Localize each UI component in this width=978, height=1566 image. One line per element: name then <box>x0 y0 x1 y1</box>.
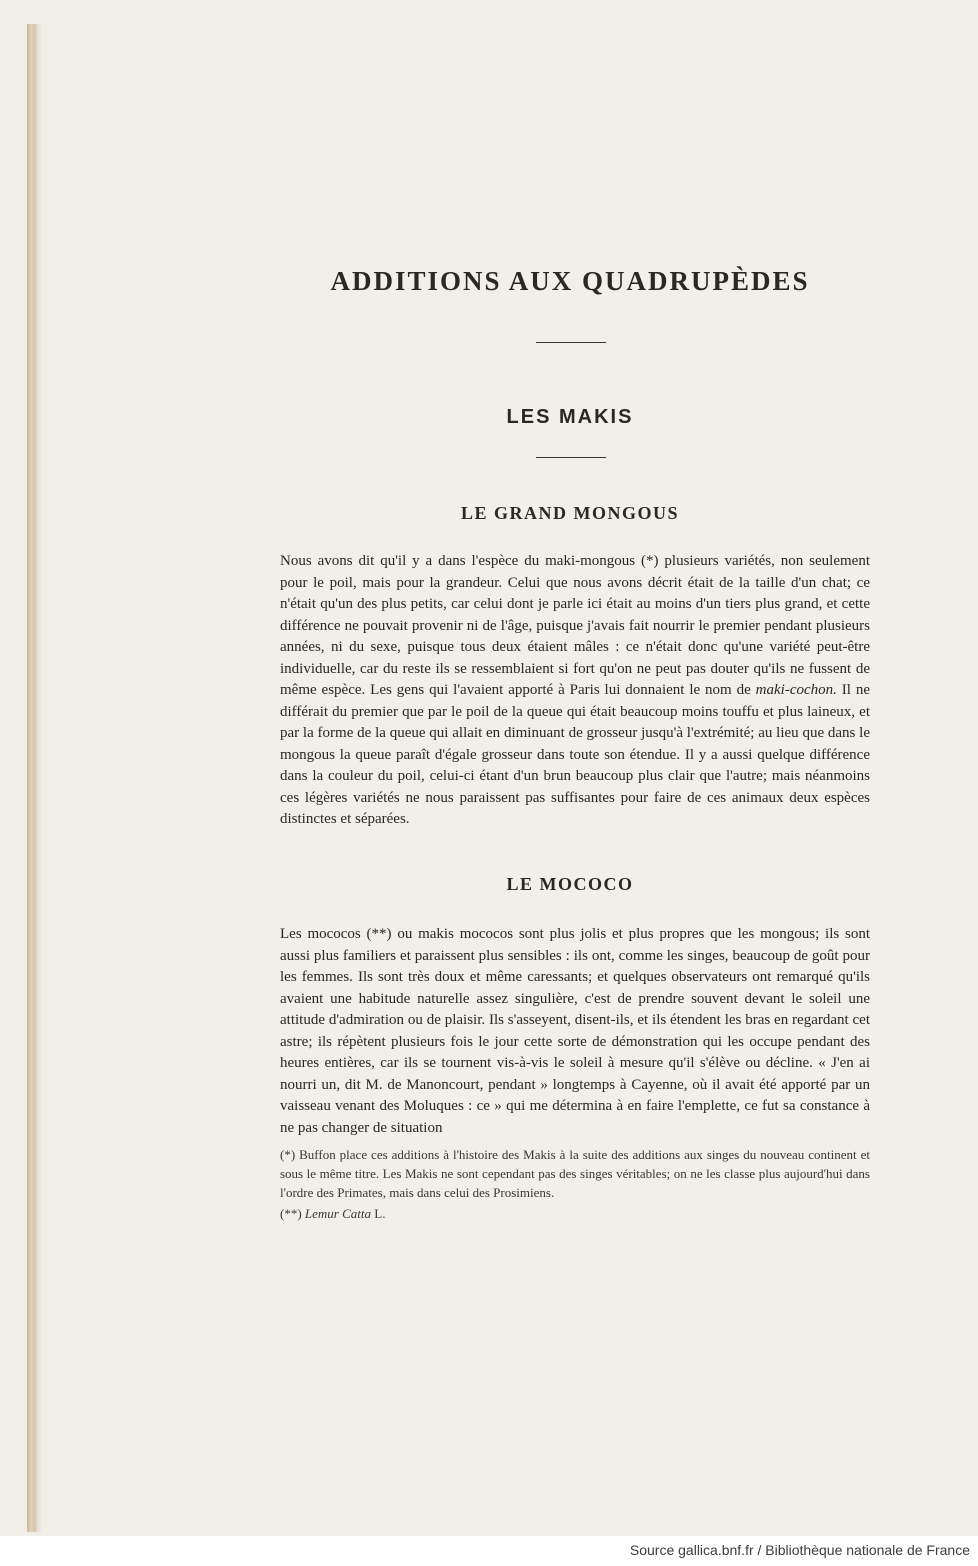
footnotes <box>280 1145 870 1223</box>
footnote-marker: (**) <box>280 1206 305 1221</box>
section-title: LES MAKIS <box>506 406 634 428</box>
footnote-species-name: Lemur Catta <box>304 1206 372 1221</box>
subsection-title-grand-mongous: LE GRAND MONGOUS <box>460 503 679 523</box>
divider-rule <box>536 342 606 343</box>
page-edge-shadow <box>36 24 42 1532</box>
footnote-2 <box>280 1204 870 1223</box>
page-binding-edge <box>27 24 36 1532</box>
subsection-title-mococo: LE MOCOCO <box>506 874 634 894</box>
paragraph-text: Nous avons dit qu'il y a dans l'espèce du maki-mongous (*) plusieurs variétés, non seulement pour le poil, mais pour la grandeur. Celui que nous avons décrit était de la taille d'un chat; ce n'était qu'un des plus petits, car celui dont je parle ici était au moins d'un tiers plus grand, et cette différence ne pouvait provenir ni de l'âge, puisque j'avais fait nourrir le premier pendant plusieurs années, ni du sexe, puisque tous deux étaient mâles : ce n'était donc qu'une variété peut-être individuelle, car du reste ils se ressemblaient si fort qu'on ne peut pas douter qu'ils ne fussent de même espèce. Les gens qui l'avaient apporté à Paris lui donnaient le nom de <box>280 553 870 698</box>
paragraph-text: Il ne différait du premier que par le poil de la queue qui était beaucoup moins touffu et plus laineux, et par la forme de la queue qui allait en diminuant de grosseur jusqu'à l'extrémité; au lieu que dans le mongous la queue paraît d'égale grosseur dans toute son étendue. Il y a aussi quelque différence dans la couleur du poil, celui-ci étant d'un brun beaucoup plus clair que l'autre; mais néanmoins ces légères variétés ne nous paraissent pas suffisantes pour faire de ces animaux deux espèces distinctes et séparées. <box>280 682 870 827</box>
paragraph-mococo: Les mococos (**) ou makis mococos sont plus jolis et plus propres que les mongous; ils sont aussi plus familiers et paraissent plus sensibles : ils ont, comme les singes, beaucoup de goût pour les femmes. Ils sont très doux et même caressants; et quelques observateurs ont remarqué qu'ils avaient une habitude naturelle assez singulière, c'est de prendre souvent devant le soleil une attitude d'admiration ou de plaisir. Ils s'asseyent, disent-ils, et ils étendent les bras en regardant cet astre; ils répètent plusieurs fois le jour cette sorte de démonstration qui les occupe pendant des heures entières, car ils se tournent vis-à-vis le soleil à mesure qu'il s'élève ou décline. « J'en ai nourri un, dit M. de Manoncourt, pendant » longtemps à Cayenne, où il avait été apporté par un vaisseau venant des Moluques : ce » qui me détermina à en faire l'emplette, ce fut sa constance à ne pas changer de situation <box>280 926 870 1136</box>
divider-rule <box>536 457 606 458</box>
footnote-1: (*) Buffon place ces additions à l'histoire des Makis à la suite des additions aux singes du nouveau continent et sous le même titre. Les Makis ne sont cependant pas des singes véritables; on ne les classe plus aujourd'hui dans l'ordre des Primates, mais dans celui des Prosimiens. <box>280 1147 870 1200</box>
paragraph-grand-mongous <box>280 551 870 831</box>
main-title: ADDITIONS AUX QUADRUPÈDES <box>330 266 810 296</box>
source-credit: Source gallica.bnf.fr / Bibliothèque nationale de France <box>629 1542 970 1558</box>
italic-term: maki-cochon. <box>755 682 837 698</box>
footnote-author: L. <box>371 1206 386 1221</box>
